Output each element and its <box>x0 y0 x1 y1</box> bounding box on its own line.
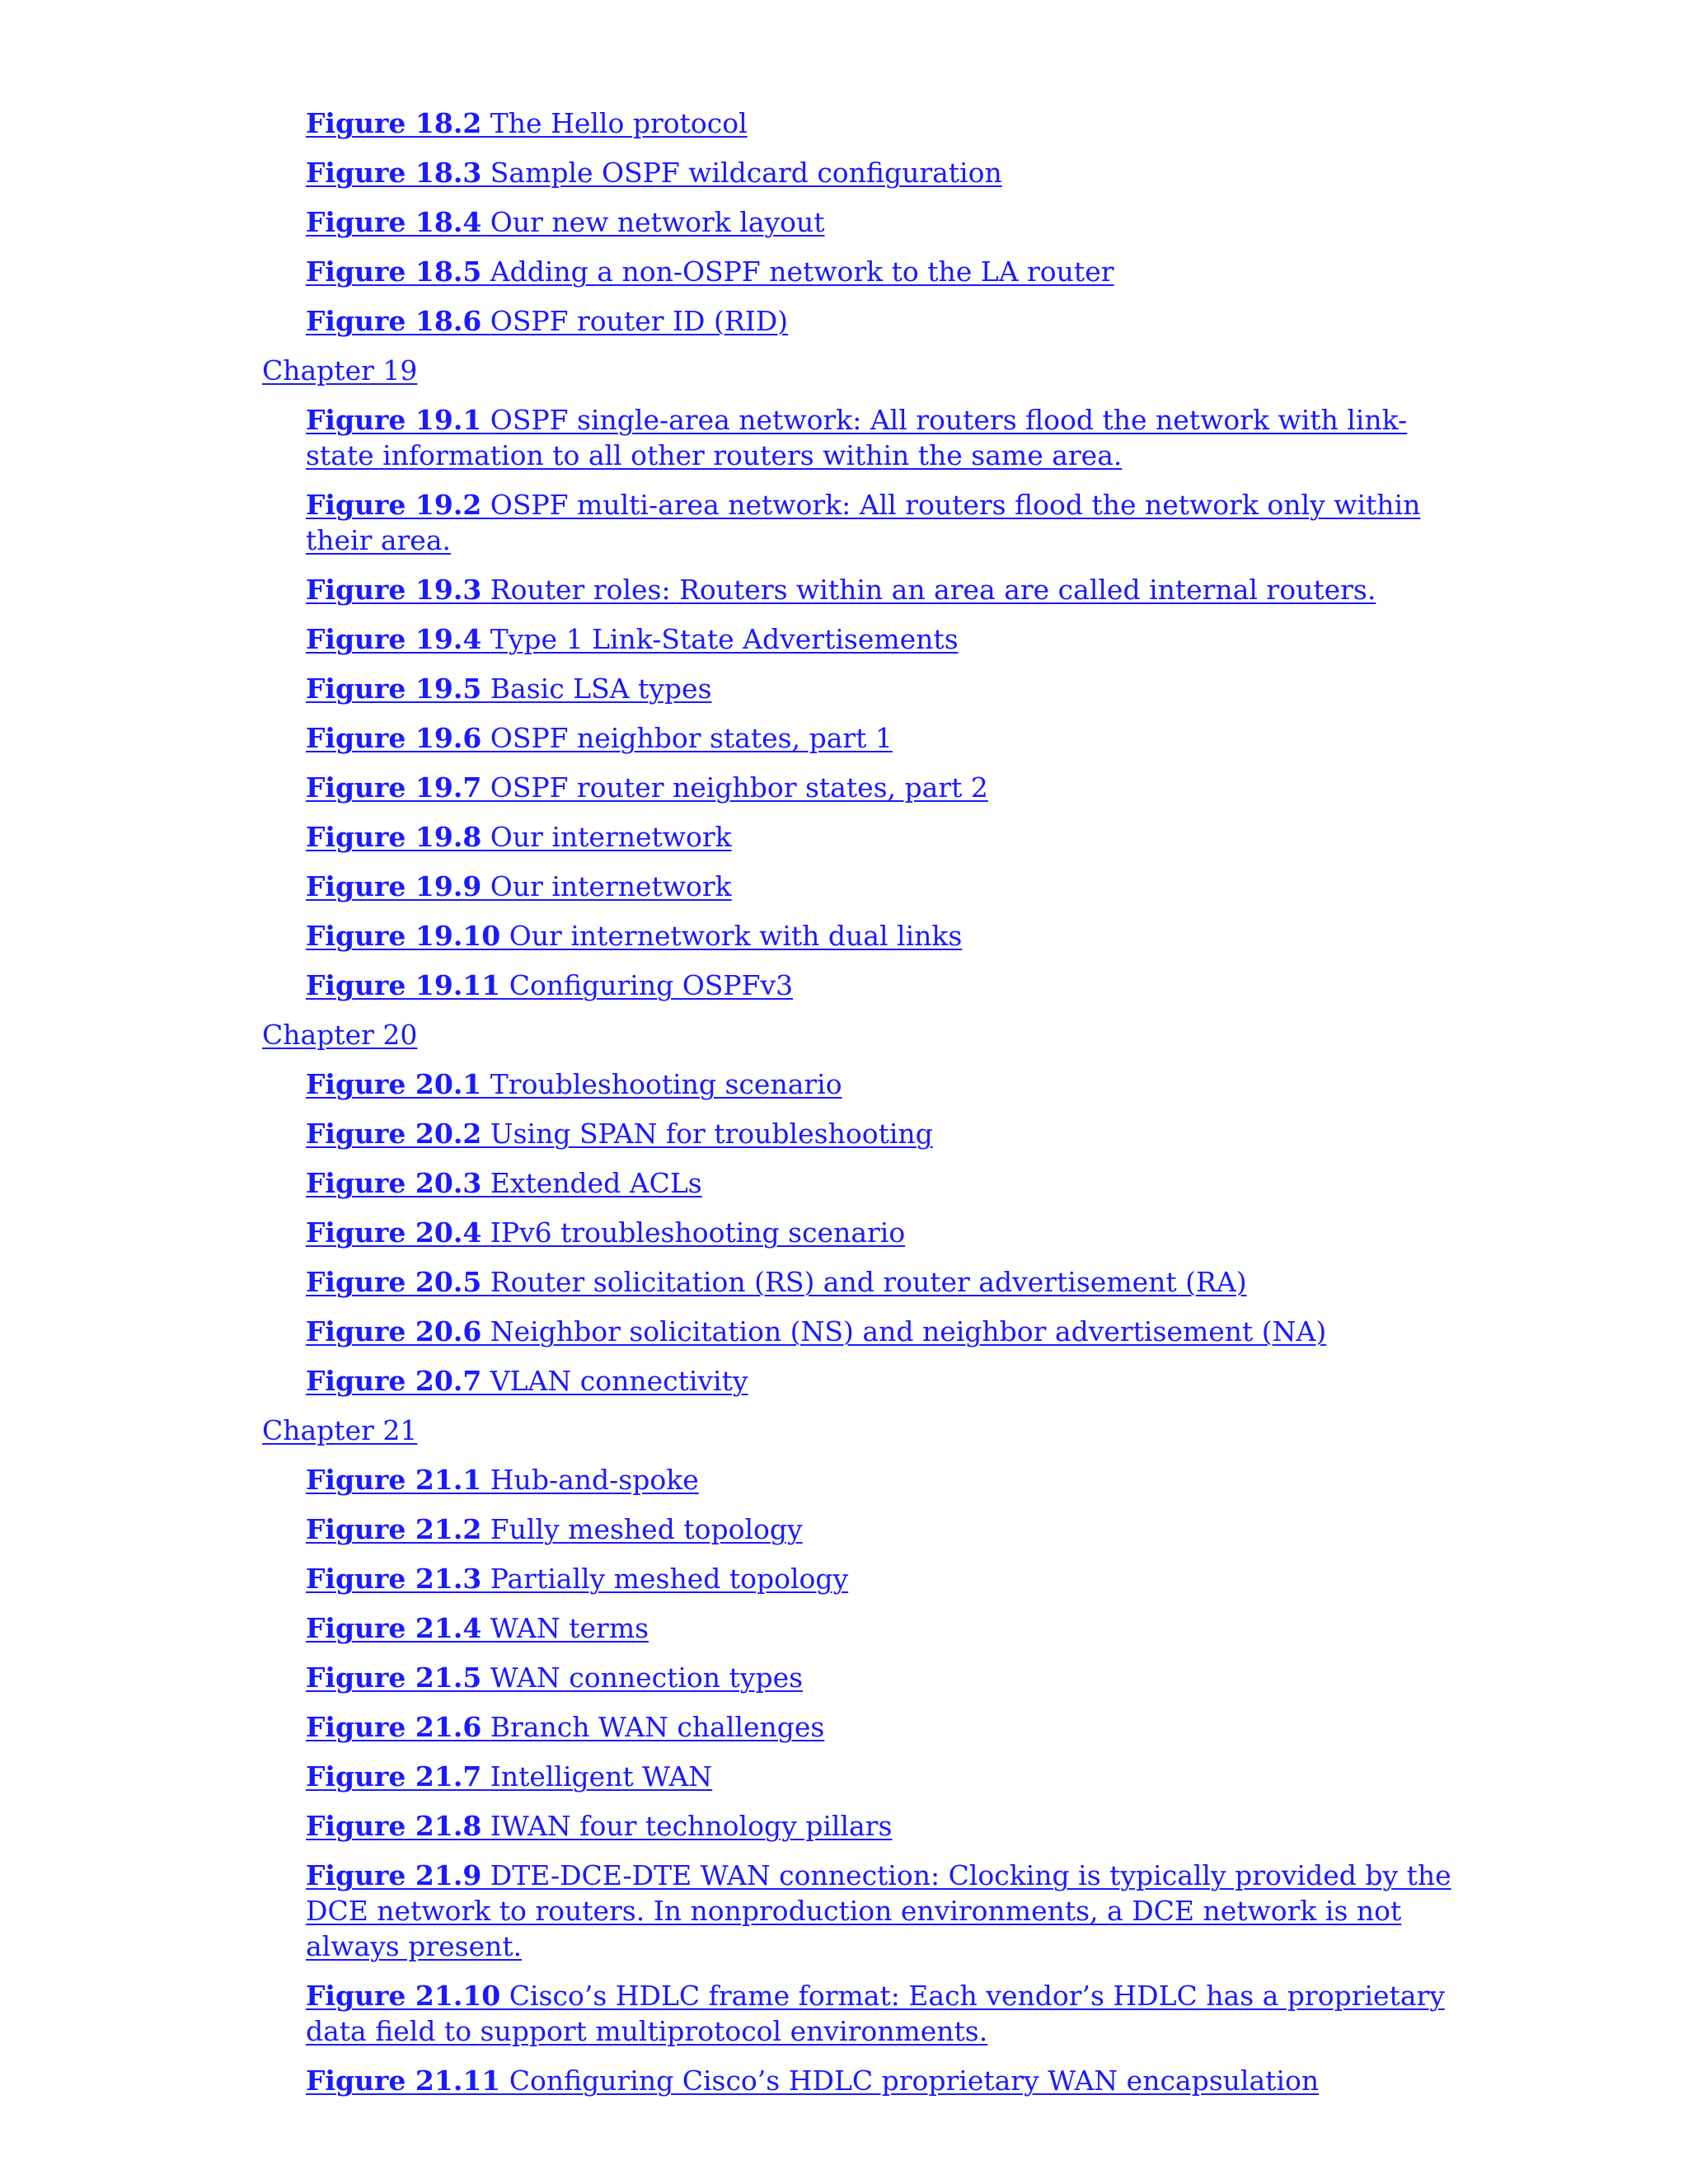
figure-number: Figure 20.5 <box>306 1266 482 1298</box>
figure-link[interactable] <box>306 204 1460 240</box>
figure-link[interactable] <box>306 819 1460 855</box>
figure-link[interactable] <box>306 402 1460 473</box>
figure-link[interactable] <box>306 918 1460 954</box>
figure-title: Basic LSA types <box>490 673 712 705</box>
figure-number: Figure 19.8 <box>306 821 482 853</box>
figure-number: Figure 20.2 <box>306 1118 482 1150</box>
figure-link[interactable] <box>306 254 1460 289</box>
figure-number: Figure 19.10 <box>306 920 501 952</box>
figure-number: Figure 19.5 <box>306 673 482 705</box>
figure-link[interactable] <box>306 1978 1460 2049</box>
figure-link[interactable] <box>306 1363 1460 1399</box>
figure-number: Figure 20.1 <box>306 1068 482 1100</box>
figure-link[interactable] <box>306 1808 1460 1844</box>
figure-number: Figure 20.7 <box>306 1365 482 1397</box>
figure-title: Configuring OSPFv3 <box>509 969 794 1001</box>
figure-title: IPv6 troubleshooting scenario <box>490 1216 906 1249</box>
figure-number: Figure 19.6 <box>306 722 482 754</box>
figure-title: Adding a non-OSPF network to the LA router <box>490 255 1114 288</box>
chapter-link[interactable]: Chapter 20 <box>262 1019 418 1051</box>
figure-title: Partially meshed topology <box>490 1563 849 1595</box>
figure-number: Figure 18.2 <box>306 107 482 139</box>
figure-link[interactable] <box>306 1561 1460 1596</box>
figure-title: Our internetwork with dual links <box>509 920 963 952</box>
figure-number: Figure 21.3 <box>306 1563 482 1595</box>
figure-title: Our internetwork <box>490 870 732 902</box>
figure-number: Figure 21.11 <box>306 2064 501 2097</box>
figure-link[interactable] <box>306 1314 1460 1349</box>
figure-link[interactable] <box>306 1066 1460 1102</box>
figure-title: Hub-and-spoke <box>490 1464 699 1496</box>
figure-title: WAN terms <box>490 1612 649 1644</box>
figure-number: Figure 19.2 <box>306 489 482 521</box>
figure-link[interactable] <box>306 572 1460 607</box>
figure-number: Figure 18.6 <box>306 305 482 337</box>
figure-number: Figure 19.1 <box>306 404 482 436</box>
figure-number: Figure 21.2 <box>306 1513 482 1545</box>
figure-title: OSPF multi-area network: All routers flood the network only within their area. <box>306 489 1421 556</box>
figure-number: Figure 18.4 <box>306 206 482 238</box>
figure-link[interactable] <box>306 671 1460 706</box>
figure-link[interactable] <box>306 155 1460 190</box>
figure-link[interactable] <box>306 1610 1460 1646</box>
figure-number: Figure 19.11 <box>306 969 501 1001</box>
figure-title: Router roles: Routers within an area are called internal routers. <box>490 574 1376 606</box>
figure-link[interactable] <box>306 1264 1460 1300</box>
figure-number: Figure 18.5 <box>306 255 482 288</box>
figure-link[interactable] <box>306 968 1460 1003</box>
figure-number: Figure 19.7 <box>306 771 482 804</box>
figure-title: OSPF router ID (RID) <box>490 305 789 337</box>
figure-link[interactable] <box>306 1116 1460 1151</box>
figure-number: Figure 18.3 <box>306 157 482 189</box>
figure-title: Troubleshooting scenario <box>490 1068 842 1100</box>
figure-link[interactable] <box>306 1709 1460 1745</box>
figure-title: Our internetwork <box>490 821 732 853</box>
chapter-link[interactable]: Chapter 19 <box>262 354 418 387</box>
figure-title: OSPF neighbor states, part 1 <box>490 722 893 754</box>
figure-link[interactable] <box>306 1165 1460 1201</box>
figure-title: Cisco’s HDLC frame format: Each vendor’s HDLC has a proprietary data field to support multiprotocol environments. <box>306 1980 1445 2047</box>
figure-title: Extended ACLs <box>490 1167 702 1199</box>
figure-number: Figure 21.8 <box>306 1810 482 1842</box>
figure-title: Using SPAN for troubleshooting <box>490 1118 933 1150</box>
figure-title: Branch WAN challenges <box>490 1711 825 1743</box>
figure-title: IWAN four technology pillars <box>490 1810 893 1842</box>
figure-title: VLAN connectivity <box>490 1365 748 1397</box>
figure-title: OSPF router neighbor states, part 2 <box>490 771 988 804</box>
figure-number: Figure 21.6 <box>306 1711 482 1743</box>
figure-number: Figure 19.4 <box>306 623 482 655</box>
figure-link[interactable] <box>306 105 1460 141</box>
figure-number: Figure 19.3 <box>306 574 482 606</box>
figure-title: Neighbor solicitation (NS) and neighbor advertisement (NA) <box>490 1315 1327 1347</box>
figure-link[interactable] <box>306 720 1460 756</box>
figure-title: OSPF single-area network: All routers flood the network with link-state information to all other routers within the same area. <box>306 404 1408 471</box>
figure-link[interactable] <box>306 621 1460 657</box>
figure-link[interactable] <box>306 1858 1460 1964</box>
figure-title: Fully meshed topology <box>490 1513 803 1545</box>
figure-title: Configuring Cisco’s HDLC proprietary WAN encapsulation <box>509 2064 1320 2097</box>
figure-link[interactable] <box>306 1759 1460 1794</box>
figure-number: Figure 21.10 <box>306 1980 501 2012</box>
figure-number: Figure 20.6 <box>306 1315 482 1347</box>
figure-link[interactable] <box>306 2063 1460 2098</box>
figure-number: Figure 19.9 <box>306 870 482 902</box>
figure-link[interactable] <box>306 869 1460 904</box>
figure-title: Our new network layout <box>490 206 825 238</box>
figure-number: Figure 21.9 <box>306 1859 482 1891</box>
figure-link[interactable] <box>306 487 1460 558</box>
figure-list <box>0 105 1688 2112</box>
figure-title: Sample OSPF wildcard configuration <box>490 157 1002 189</box>
figure-title: DTE-DCE-DTE WAN connection: Clocking is typically provided by the DCE network to routers. In nonproduction environments, a DCE network is not always present. <box>306 1859 1451 1962</box>
figure-title: Router solicitation (RS) and router advertisement (RA) <box>490 1266 1247 1298</box>
figure-link[interactable] <box>306 1511 1460 1547</box>
figure-number: Figure 21.4 <box>306 1612 482 1644</box>
figure-title: Intelligent WAN <box>490 1760 713 1793</box>
figure-title: Type 1 Link-State Advertisements <box>490 623 959 655</box>
figure-number: Figure 20.3 <box>306 1167 482 1199</box>
figure-link[interactable] <box>306 770 1460 805</box>
figure-link[interactable] <box>306 303 1460 339</box>
figure-number: Figure 21.7 <box>306 1760 482 1793</box>
figure-link[interactable] <box>306 1660 1460 1695</box>
figure-number: Figure 21.5 <box>306 1661 482 1694</box>
figure-number: Figure 21.1 <box>306 1464 482 1496</box>
figure-number: Figure 20.4 <box>306 1216 482 1249</box>
figure-link[interactable] <box>306 1462 1460 1497</box>
figure-title: The Hello protocol <box>490 107 748 139</box>
figure-title: WAN connection types <box>490 1661 804 1694</box>
chapter-link[interactable]: Chapter 21 <box>262 1414 418 1446</box>
figure-link[interactable] <box>306 1215 1460 1250</box>
